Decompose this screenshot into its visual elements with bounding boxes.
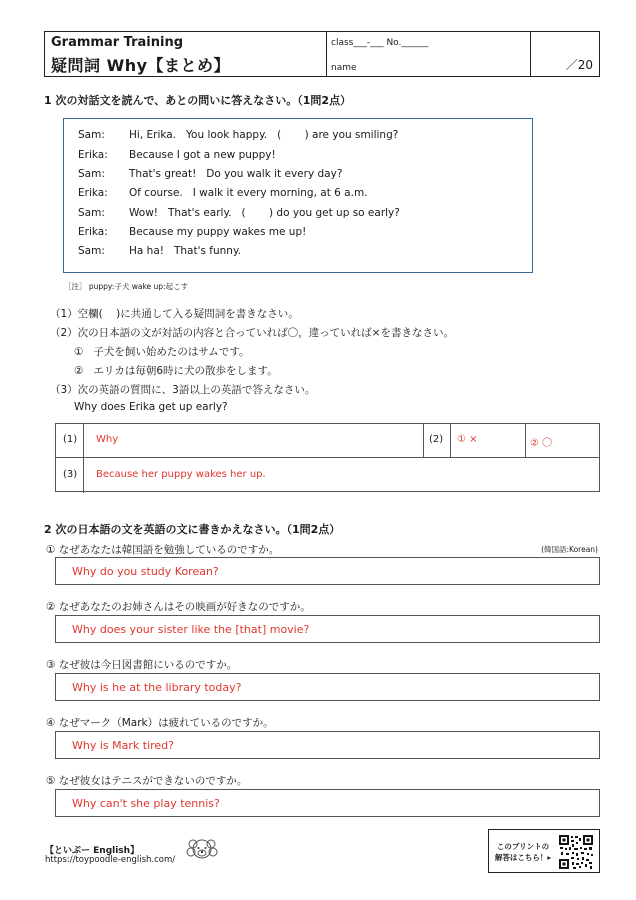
question-1: （1）空欄( )に共通して入る疑問詞を書きなさい。 — [50, 308, 299, 320]
answer-3: Because her puppy wakes her up. — [96, 469, 266, 480]
sentence-answer-box-2: Why does your sister like the [that] movie? — [55, 615, 600, 643]
question-2: （2）次の日本語の文が対話の内容と合っていれば〇，違っていれば×を書きなさい。 — [50, 327, 454, 339]
sentence-prompt-4: ④ なぜマーク（Mark）は疲れているのですか。 — [46, 717, 274, 729]
sentence-answer-box-1: Why do you study Korean? — [55, 557, 600, 585]
class-cell — [327, 32, 531, 76]
answer-2-2: ② 〇 — [530, 438, 553, 449]
answer-1: Why — [96, 434, 119, 445]
dialogue-line: Erika: Because my puppy wakes me up! — [78, 226, 307, 238]
sentence-prompt-5: ⑤ なぜ彼女はテニスができないのですか。 — [46, 775, 248, 787]
dialogue-line: Sam: Ha ha! That's funny. — [78, 245, 242, 257]
dialogue-line: Erika: Because I got a new puppy! — [78, 149, 276, 161]
answer-table — [55, 423, 600, 492]
section-1-title: 1 次の対話文を読んで、あとの問いに答えなさい。（1問2点） — [44, 94, 352, 107]
answer-key-text: このプリントの 解答はこちら！▸ — [494, 842, 552, 862]
sentence-prompt-2: ② なぜあなたのお姉さんはその映画が好きなのですか。 — [46, 601, 311, 613]
vocab-note: ［注］ puppy:子犬 wake up:起こす — [64, 282, 189, 291]
score-cell — [531, 32, 599, 76]
dialogue-line: Sam: That's great! Do you walk it every day? — [78, 168, 343, 180]
question-3: （3）次の英語の質問に、3語以上の英語で答えなさい。 — [50, 384, 316, 396]
answer-label-2: (2) — [429, 434, 444, 445]
worksheet-header — [44, 31, 600, 77]
dialogue-box — [63, 118, 533, 273]
poodle-icon — [183, 836, 221, 866]
question-2-1: ① 子犬を飼い始めたのはサムです。 — [74, 346, 250, 358]
title-cell — [45, 32, 327, 76]
worksheet-title: 疑問詞 Why【まとめ】 — [51, 56, 231, 75]
score-total: ／20 — [565, 58, 593, 72]
qr-code-icon[interactable] — [558, 834, 594, 870]
dialogue-line: Sam: Wow! That's early. ( ) do you get up so early? — [78, 207, 400, 219]
site-url[interactable]: https://toypoodle-english.com/ — [45, 855, 176, 865]
vocab-hint: (韓国語:Korean) — [541, 545, 598, 554]
name-field: name — [331, 63, 357, 73]
answer-label-1: (1) — [63, 434, 78, 445]
section-2-title: 2 次の日本語の文を英語の文に書きかえなさい。（1問2点） — [44, 523, 341, 536]
question-3-prompt: Why does Erika get up early? — [74, 401, 228, 413]
answer-key-box[interactable] — [488, 829, 600, 873]
sentence-answer-box-4: Why is Mark tired? — [55, 731, 600, 759]
answer-2-1: ① × — [457, 434, 478, 445]
sentence-prompt-3: ③ なぜ彼は今日図書館にいるのですか。 — [46, 659, 238, 671]
class-number-field: class___-___ No.______ — [331, 38, 429, 48]
answer-row-1 — [56, 424, 599, 458]
answer-label-3: (3) — [63, 469, 78, 480]
dialogue-line: Sam: Hi, Erika. You look happy. ( ) are you smiling? — [78, 129, 399, 141]
sentence-prompt-1: ① なぜあなたは韓国語を勉強しているのですか。 — [46, 544, 280, 556]
series-label: Grammar Training — [51, 35, 184, 50]
sentence-answer-box-3: Why is he at the library today? — [55, 673, 600, 701]
question-2-2: ② エリカは毎朝6時に犬の散歩をします。 — [74, 365, 278, 377]
dialogue-line: Erika: Of course. I walk it every morning, at 6 a.m. — [78, 187, 368, 199]
sentence-answer-box-5: Why can't she play tennis? — [55, 789, 600, 817]
brand-label: 【といぷー English】 — [45, 846, 140, 856]
